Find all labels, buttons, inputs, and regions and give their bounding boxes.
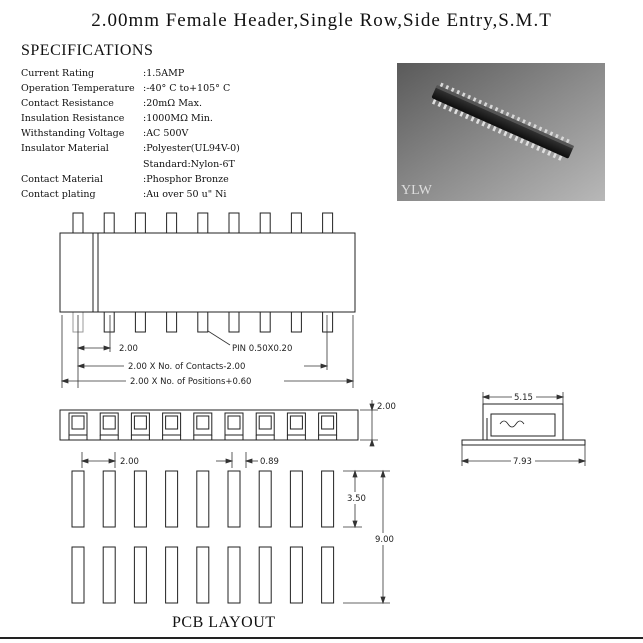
pcb-pad-lower <box>290 547 302 603</box>
specifications-heading: SPECIFICATIONS <box>21 42 154 59</box>
pcb-pad-lower <box>134 547 146 603</box>
spec-label: Contact Material <box>21 173 103 185</box>
contact-opening <box>259 416 271 429</box>
pcb-pad-upper <box>72 471 84 527</box>
spec-value: :Polyester(UL94V-0) <box>143 143 240 155</box>
header-pin-top <box>104 213 114 233</box>
pad-span-dimension: 9.00 <box>375 535 394 545</box>
header-pin-bottom <box>135 312 145 332</box>
header-pin-bottom <box>104 312 114 332</box>
spec-label: Contact plating <box>21 188 96 200</box>
header-pin-bottom <box>323 312 333 332</box>
pcb-pitch-dimension: 2.00 <box>120 457 139 467</box>
contact-opening <box>228 416 240 429</box>
header-pin-bottom <box>291 312 301 332</box>
contact-opening <box>197 416 209 429</box>
spec-label: Withstanding Voltage <box>21 128 125 140</box>
side-top-dimension: 5.15 <box>514 393 533 403</box>
spec-label: Insulator Material <box>21 143 109 155</box>
spec-label: Insulation Resistance <box>21 113 125 125</box>
header-pin-top <box>167 213 177 233</box>
spec-value: Standard:Nylon-6T <box>143 158 235 170</box>
header-pin-top <box>229 213 239 233</box>
positions-formula: 2.00 X No. of Positions+0.60 <box>130 377 252 387</box>
spec-value: :20mΩ Max. <box>143 98 202 110</box>
spec-value: :AC 500V <box>143 128 189 140</box>
pad-width-dimension: 0.89 <box>260 457 279 467</box>
bottom-rule <box>0 637 643 639</box>
header-pin-top <box>135 213 145 233</box>
header-pin-top <box>260 213 270 233</box>
spec-label: Contact Resistance <box>21 98 114 110</box>
contact-opening <box>72 416 84 429</box>
document-title: 2.00mm Female Header,Single Row,Side Entry,S.M.T <box>91 10 552 31</box>
header-pin-bottom <box>167 312 177 332</box>
spec-value: :1000MΩ Min. <box>143 113 213 125</box>
photo-watermark: YLW <box>401 183 432 198</box>
pcb-pad-upper <box>290 471 302 527</box>
pcb-layout-label: PCB LAYOUT <box>172 614 276 631</box>
pcb-pad-upper <box>134 471 146 527</box>
header-pin-top <box>198 213 208 233</box>
header-pin-top <box>291 213 301 233</box>
pcb-pad-upper <box>197 471 209 527</box>
spec-label: Operation Temperature <box>21 83 135 95</box>
pcb-pad-lower <box>103 547 115 603</box>
contact-opening <box>290 416 302 429</box>
header-pin-bottom <box>229 312 239 332</box>
spec-value: :Phosphor Bronze <box>143 173 229 185</box>
spec-label: Current Rating <box>21 68 95 79</box>
side-bottom-dimension: 7.93 <box>513 457 532 467</box>
contact-opening <box>103 416 115 429</box>
pcb-pad-upper <box>259 471 271 527</box>
header-pin-bottom <box>260 312 270 332</box>
pcb-pad-lower <box>72 547 84 603</box>
pcb-pad-upper <box>322 471 334 527</box>
contacts-formula: 2.00 X No. of Contacts-2.00 <box>128 362 246 372</box>
header-pin-top <box>73 213 83 233</box>
pcb-pad-lower <box>259 547 271 603</box>
pcb-pad-upper <box>166 471 178 527</box>
pcb-pad-lower <box>166 547 178 603</box>
pcb-pad-lower <box>228 547 240 603</box>
front-height-dimension: 2.00 <box>377 402 396 412</box>
pcb-pad-upper <box>103 471 115 527</box>
pitch-dimension: 2.00 <box>119 344 138 354</box>
pcb-pad-lower <box>197 547 209 603</box>
header-body-top-view <box>60 233 355 312</box>
spec-value: :-40° C to+105° C <box>143 83 231 95</box>
spec-value: :Au over 50 u" Ni <box>143 188 227 200</box>
pin-dimension: PIN 0.50X0.20 <box>232 344 293 354</box>
header-pin-bottom <box>198 312 208 332</box>
spec-value: :1.5AMP <box>143 68 185 79</box>
header-pin-top <box>323 213 333 233</box>
contact-opening <box>134 416 146 429</box>
contact-opening <box>166 416 178 429</box>
pcb-pad-upper <box>228 471 240 527</box>
header-side-view <box>462 404 585 445</box>
pad-length-dimension: 3.50 <box>347 494 366 504</box>
contact-opening <box>322 416 334 429</box>
pcb-pad-lower <box>322 547 334 603</box>
